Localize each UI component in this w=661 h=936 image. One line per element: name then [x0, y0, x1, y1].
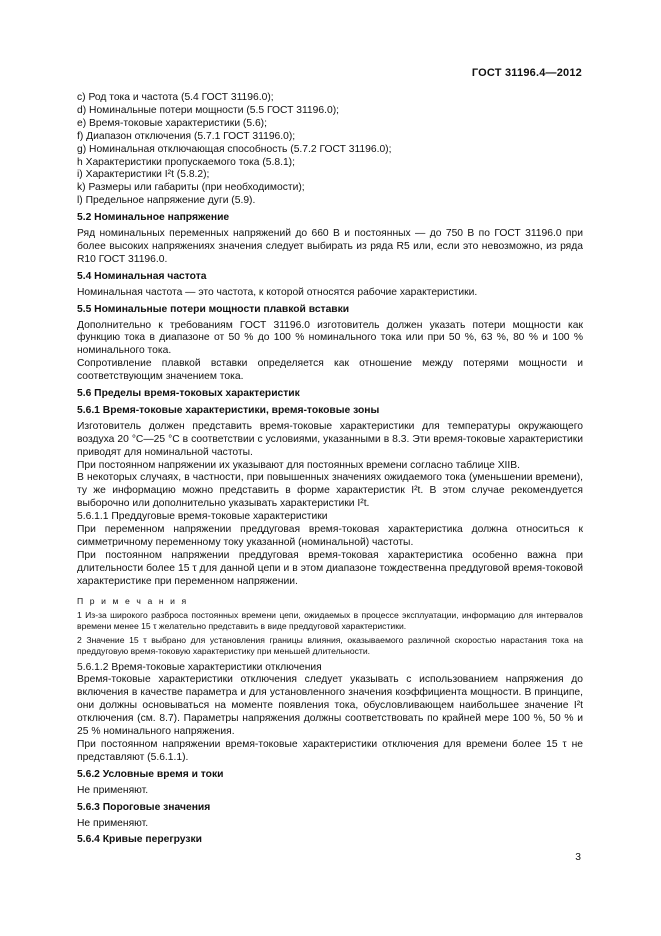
paragraph: При постоянном напряжении их указывают для постоянных времени согласно таблице XIIB.: [77, 459, 521, 471]
section-heading: 5.4 Номинальная частота: [77, 270, 207, 282]
section-heading: 5.2 Номинальное напряжение: [77, 212, 230, 224]
section-heading: 5.6.3 Пороговые значения: [77, 801, 211, 813]
note-item: 2 Значение 15 τ выбрано для установления границы влияния, оказываемого различной скоростью нарастания тока на преддуговую время-токовую характеристику при меньшей длительности.: [77, 634, 583, 657]
section-heading: 5.6 Пределы время-токовых характеристик: [77, 388, 300, 400]
paragraph: При постоянном напряжении преддуговая время-токовая характеристика особенно важна при длительности более 15 τ для данной цепи и в этом диапазоне тождественна преддуговой время-токовой характеристике при переменном напряжении.: [77, 549, 583, 587]
section-heading: 5.6.2 Условные время и токи: [77, 768, 224, 780]
section-heading: 5.6.4 Кривые перегрузки: [77, 834, 202, 846]
list-item: d) Номинальные потери мощности (5.5 ГОСТ 31196.0);: [77, 104, 339, 116]
subsection-heading: 5.6.1.1 Преддуговые время-токовые характеристики: [77, 511, 328, 523]
section-heading: 5.6.1 Время-токовые характеристики, время-токовые зоны: [77, 404, 380, 416]
page-number: 3: [575, 852, 581, 863]
list-item: k) Размеры или габариты (при необходимости);: [77, 182, 305, 194]
requirements-list: [77, 92, 583, 208]
paragraph: При переменном напряжении преддуговая время-токовая характеристика должна относиться к симметричному переменному току указанной (номинальной) частоты.: [77, 524, 583, 548]
paragraph: При постоянном напряжении время-токовые характеристики отключения для времени более 15 τ не представляют (5.6.1.1).: [77, 738, 583, 763]
list-item: l) Предельное напряжение дуги (5.9).: [77, 195, 256, 207]
paragraph: Время-токовые характеристики отключения следует указывать с использованием напряжения до включения в качестве параметра и для установленного значения коэффициента мощности. В принципе, они должны основываться на моменте появления тока, обусловливающем наибольшее значение I²t отключения (см. 8.7). Параметры напряжения должны соответствовать по крайней мере 100 %, 50 % и 25 % номинального напряжения.: [77, 674, 583, 738]
paragraph: Не применяют.: [77, 784, 149, 796]
page-content: [77, 92, 583, 850]
section-heading: 5.5 Номинальные потери мощности плавкой вставки: [77, 303, 350, 315]
paragraph: Номинальная частота — это частота, к которой относятся рабочие характеристики.: [77, 286, 478, 298]
note-item: 1 Из-за широкого разброса постоянных времени цепи, ожидаемых в процессе эксплуатации, информацию для интервалов времени менее 15 τ желательно представить в виде преддуговой характеристики.: [77, 609, 583, 632]
list-item: e) Время-токовые характеристики (5.6);: [77, 117, 267, 129]
paragraph: Сопротивление плавкой вставки определяется как отношение между потерями мощности и соответствующим значением тока.: [77, 358, 583, 383]
paragraph: Дополнительно к требованиям ГОСТ 31196.0 изготовитель должен указать потери мощности как функцию тока в диапазоне от 50 % до 100 % номинального тока или при 50 %, 63 %, 80 % и 100 % номинального тока.: [77, 319, 583, 357]
subsection-heading: 5.6.1.2 Время-токовые характеристики отключения: [77, 661, 322, 673]
list-item: h Характеристики пропускаемого тока (5.8.1);: [77, 156, 295, 168]
paragraph: Изготовитель должен представить время-токовые характеристики для температуры окружающего воздуха 20 °С—25 °С в соответствии с условиями, указанными в 8.3. Эти время-токовые характеристики приводят для номинальной частоты.: [77, 420, 583, 458]
list-item: f) Диапазон отключения (5.7.1 ГОСТ 31196.0);: [77, 130, 296, 142]
list-item: i) Характеристики I²t (5.8.2);: [77, 169, 210, 181]
list-item: c) Род тока и частота (5.4 ГОСТ 31196.0);: [77, 92, 274, 103]
paragraph: Не применяют.: [77, 817, 149, 829]
document-code-header: ГОСТ 31196.4—2012: [471, 67, 582, 79]
list-item: g) Номинальная отключающая способность (5.7.2 ГОСТ 31196.0);: [77, 143, 392, 155]
paragraph: Ряд номинальных переменных напряжений до 660 В и постоянных — до 750 В по ГОСТ 31196.0 при более высоких напряжениях значения следует выбирать из ряда R5 или, если это невозможно, из ряда R10 ГОСТ 31196.0.: [77, 228, 583, 265]
paragraph: В некоторых случаях, в частности, при повышенных значениях ожидаемого тока (уменьшении времени), ту же информацию можно представить в форме характеристик I²t. В этом случае рекомендуется выборочно или дополнительно указывать характеристики I²t.: [77, 472, 583, 510]
notes-title: П р и м е ч а н и я: [77, 595, 189, 606]
